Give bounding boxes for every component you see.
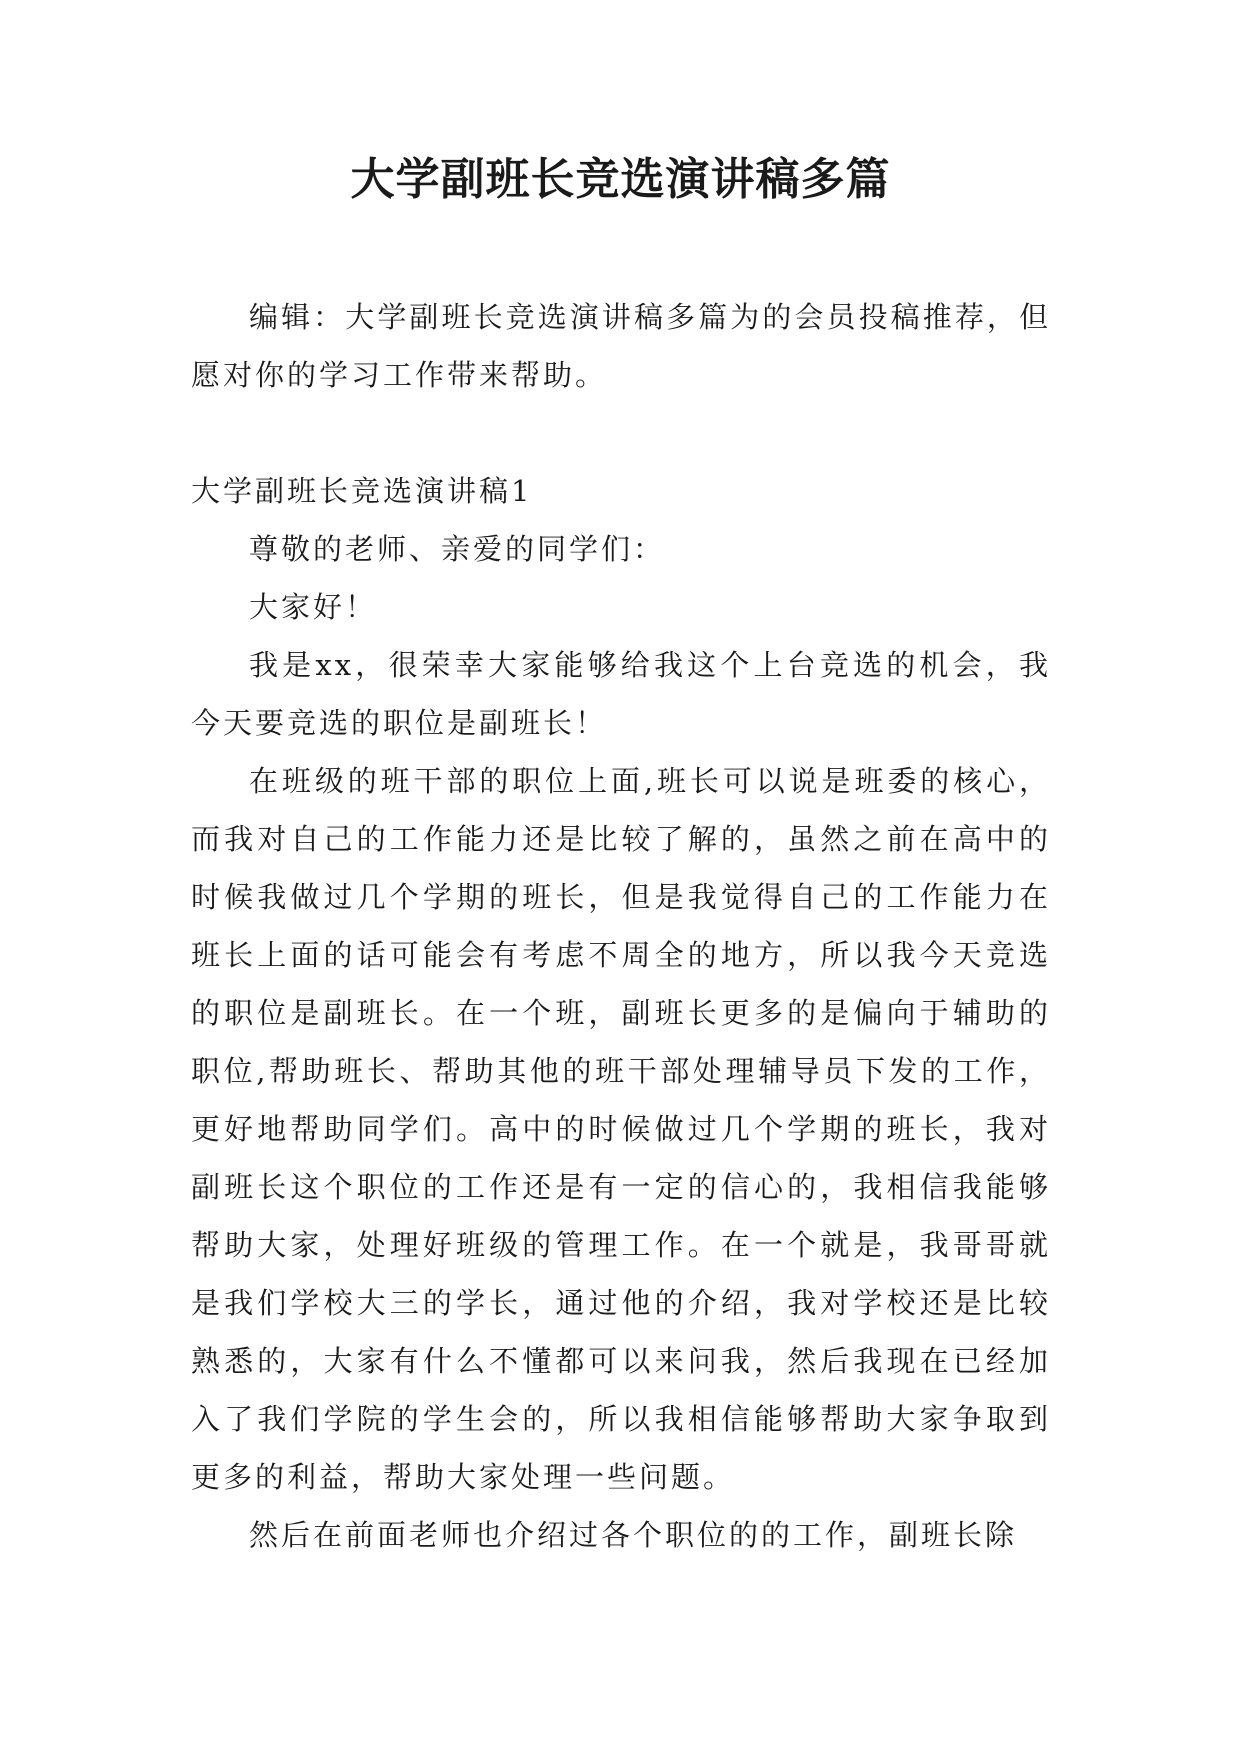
- salutation: 尊敬的老师、亲爱的同学们：: [249, 532, 666, 566]
- document-body: [191, 288, 1051, 1564]
- paragraph-3: 然后在前面老师也介绍过各个职位的的工作，副班长除: [249, 1518, 1018, 1552]
- document-title: 大学副班长竞选演讲稿多篇: [350, 154, 891, 205]
- paragraph-1: 我是xx，很荣幸大家能够给我这个上台竞选的机会，我今天要竞选的职位是副班长！: [191, 648, 1051, 740]
- section-heading: 大学副班长竞选演讲稿1: [191, 474, 533, 508]
- greeting: 大家好！: [249, 590, 378, 624]
- paragraph-2: 在班级的班干部的职位上面,班长可以说是班委的核心，而我对自己的工作能力还是比较了解的，虽然之前在高中的时候我做过几个学期的班长，但是我觉得自己的工作能力在班长上面的话可能会有考虑不周全的地方，所以我今天竞选的职位是副班长。在一个班，副班长更多的是偏向于辅助的职位,帮助班长、帮助其他的班干部处理辅导员下发的工作，更好地帮助同学们。高中的时候做过几个学期的班长，我对副班长这个职位的工作还是有一定的信心的，我相信我能够帮助大家，处理好班级的管理工作。在一个就是，我哥哥就是我们学校大三的学长，通过他的介绍，我对学校还是比较熟悉的，大家有什么不懂都可以来问我，然后我现在已经加入了我们学院的学生会的，所以我相信能够帮助大家争取到更多的利益，帮助大家处理一些问题。: [191, 764, 1051, 1494]
- intro-paragraph: 编辑：大学副班长竞选演讲稿多篇为的会员投稿推荐，但愿对你的学习工作带来帮助。: [191, 300, 1051, 392]
